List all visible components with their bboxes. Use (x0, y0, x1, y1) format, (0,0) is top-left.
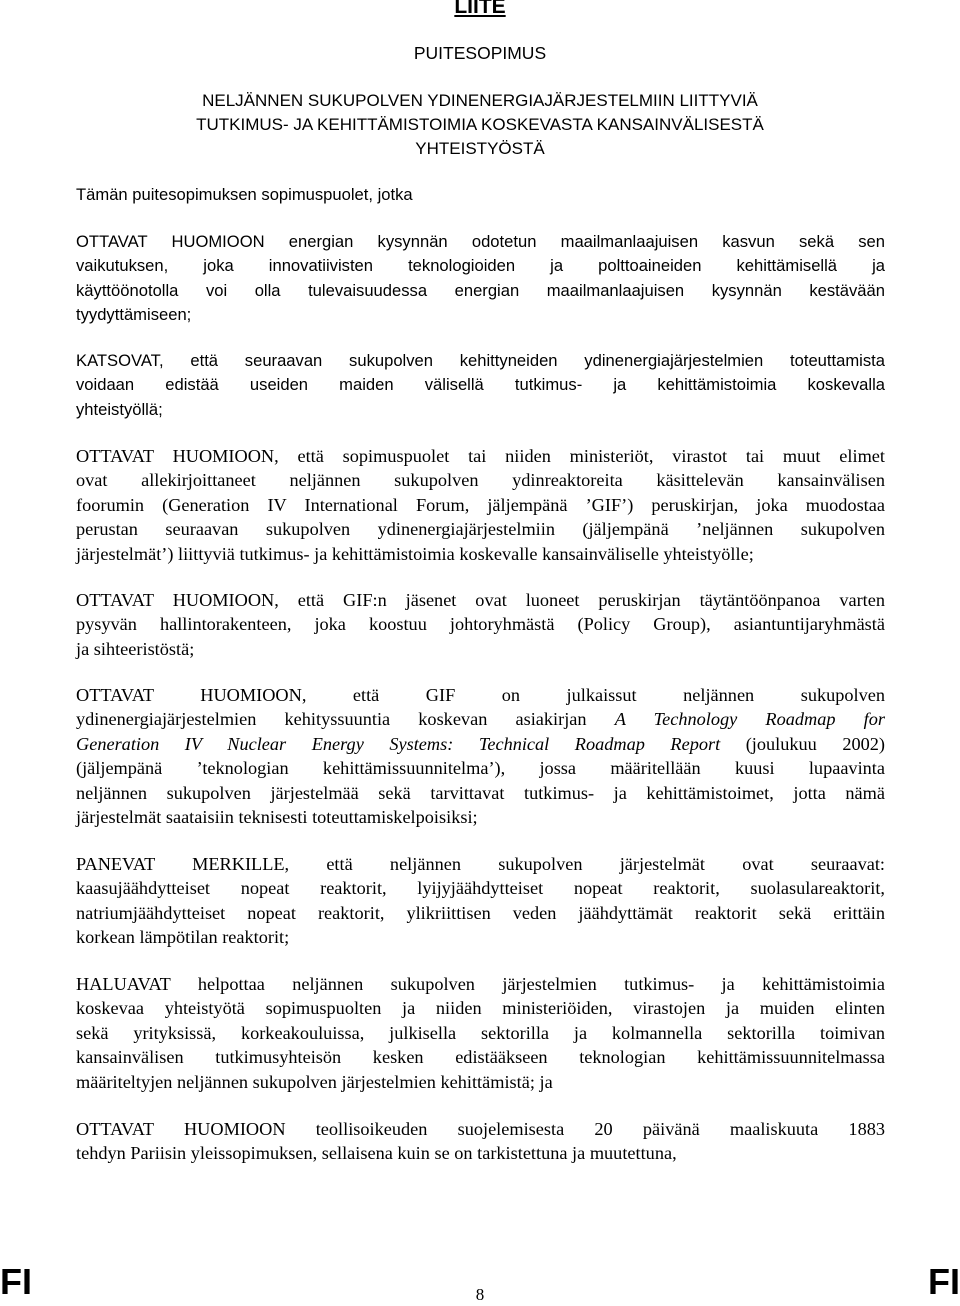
text-line: OTTAVAT HUOMIOON energian kysynnän odotetun maailmanlaajuisen kasvun sekä sen (76, 232, 885, 251)
text-line: kaasujäähdytteiset nopeat reaktorit, lyijyjäähdytteiset nopeat reaktorit, suolasulareaktorit, (76, 878, 885, 899)
text-line: HALUAVAT helpottaa neljännen sukupolven järjestelmien tutkimus- ja kehittämistoimia (76, 974, 885, 994)
text-line: käyttöönotolla voi olla tulevaisuudessa energian maailmanlaajuisen kysynnän kestävään (76, 280, 885, 300)
text-line: vaikutuksen, joka innovatiivisten teknologioiden ja polttoaineiden kehittämisellä ja (76, 256, 885, 276)
intro-paragraph (76, 183, 885, 207)
text-line-italic-mixed: ydinenergiajärjestelmien kehityssuuntia koskevan asiakirjan A Technology Roadmap for (76, 709, 885, 730)
text-line: OTTAVAT HUOMIOON, että GIF on julkaissut neljännen sukupolven (76, 685, 885, 705)
text-line: neljännen sukupolven järjestelmää sekä tarvittavat tutkimus- ja kehittämistoimet, jotta nämä (76, 782, 885, 803)
text-line: ovat allekirjoittaneet neljännen sukupolven ydinreaktoreita käsittelevän kansainvälisen (76, 470, 885, 491)
recital-paragraph (76, 349, 885, 422)
subtitle-line: YHTEISTYÖSTÄ (415, 139, 545, 158)
text-line: kansainvälisen tutkimusyhteisön kesken edistääkseen teknologian kehittämissuunnitelmassa (76, 1047, 885, 1068)
text-line: ja sihteeristöstä; (76, 638, 195, 659)
text-line: OTTAVAT HUOMIOON teollisoikeuden suojelemisesta 20 päivänä maaliskuuta 1883 (76, 1119, 885, 1139)
text-line: (jäljempänä ’teknologian kehittämissuunnitelma’), jossa määritellään kuusi lupaavinta (76, 758, 885, 779)
text-line: perustan seuraavan sukupolven ydinenergiajärjestelmiin (jäljempänä ’neljännen sukupolven (76, 519, 885, 540)
italic-title-text: Generation IV Nuclear Energy Systems: Technical Roadmap Report (76, 733, 721, 754)
recital-paragraph (76, 444, 885, 566)
subtitle-line: TUTKIMUS- JA KEHITTÄMISTOIMIA KOSKEVASTA KANSAINVÄLISESTÄ (196, 115, 764, 134)
text-line: järjestelmät’) liittyviä tutkimus- ja kehittämistoimia koskevalle kansainväliselle yhteistyölle; (76, 543, 754, 564)
footer-language-code-right: FI (928, 1261, 960, 1302)
footer-language-code-left: FI (0, 1261, 32, 1302)
text-line: Tämän puitesopimuksen sopimuspuolet, jotka (76, 185, 413, 204)
recital-paragraph (76, 588, 885, 661)
text-line: OTTAVAT HUOMIOON, että GIF:n jäsenet ovat luoneet peruskirjan täytäntöönpanoa varten (76, 590, 885, 610)
text-line: järjestelmät saataisiin teknisesti toteuttamiskelpoisiksi; (76, 806, 478, 827)
text-line: KATSOVAT, että seuraavan sukupolven kehittyneiden ydinenergiajärjestelmien toteuttamista (76, 351, 885, 370)
text-line: sekä yrityksissä, korkeakouluissa, julkisella sektorilla ja kolmannella sektorilla toimivan (76, 1022, 885, 1043)
text-line: PANEVAT MERKILLE, että neljännen sukupolven järjestelmät ovat seuraavat: (76, 854, 885, 874)
recital-paragraph (76, 972, 885, 1094)
recital-paragraph (76, 1117, 885, 1166)
text-line: foorumin (Generation IV International Forum, jäljempänä ’GIF’) peruskirjan, joka muodostaa (76, 494, 885, 515)
recital-paragraph (76, 230, 885, 328)
text-line: natriumjäähdytteiset nopeat reaktorit, ylikriittisen veden jäähdyttämät reaktorit sekä erittäin (76, 902, 885, 923)
subtitle-line: NELJÄNNEN SUKUPOLVEN YDINENERGIAJÄRJESTELMIIN LIITTYVIÄ (202, 91, 758, 110)
recital-paragraph (76, 852, 885, 950)
text-line-italic-mixed: Generation IV Nuclear Energy Systems: Technical Roadmap Report (joulukuu 2002) (76, 733, 885, 754)
text-line: pysyvän hallintorakenteen, joka koostuu johtoryhmästä (Policy Group), asiantuntijaryhmästä (76, 614, 885, 635)
text-line: tehdyn Pariisin yleissopimuksen, sellaisena kuin se on tarkistettuna ja muutettuna, (76, 1143, 677, 1164)
document-title: PUITESOPIMUS (413, 43, 547, 63)
document-subtitle (0, 89, 960, 161)
text-line: voidaan edistää useiden maiden välisellä tutkimus- ja kehittämistoimia koskevalla (76, 375, 885, 395)
page-number: 8 (475, 1285, 485, 1304)
annex-heading: LIITE (454, 0, 506, 18)
text-line: määriteltyjen neljännen sukupolven järjestelmien kehittämistä; ja (76, 1071, 553, 1092)
text-line: OTTAVAT HUOMIOON, että sopimuspuolet tai niiden ministeriöt, virastot tai muut elimet (76, 446, 885, 466)
recital-paragraph (76, 683, 885, 829)
text-line: yhteistyöllä; (76, 399, 163, 419)
text-line: tyydyttämiseen; (76, 305, 192, 325)
text-line: korkean lämpötilan reaktorit; (76, 927, 290, 948)
italic-title-text: A Technology Roadmap for (614, 709, 885, 730)
text-line: koskevaa yhteistyötä sopimuspuolten ja niiden ministeriöiden, virastojen ja muiden elinten (76, 998, 885, 1019)
